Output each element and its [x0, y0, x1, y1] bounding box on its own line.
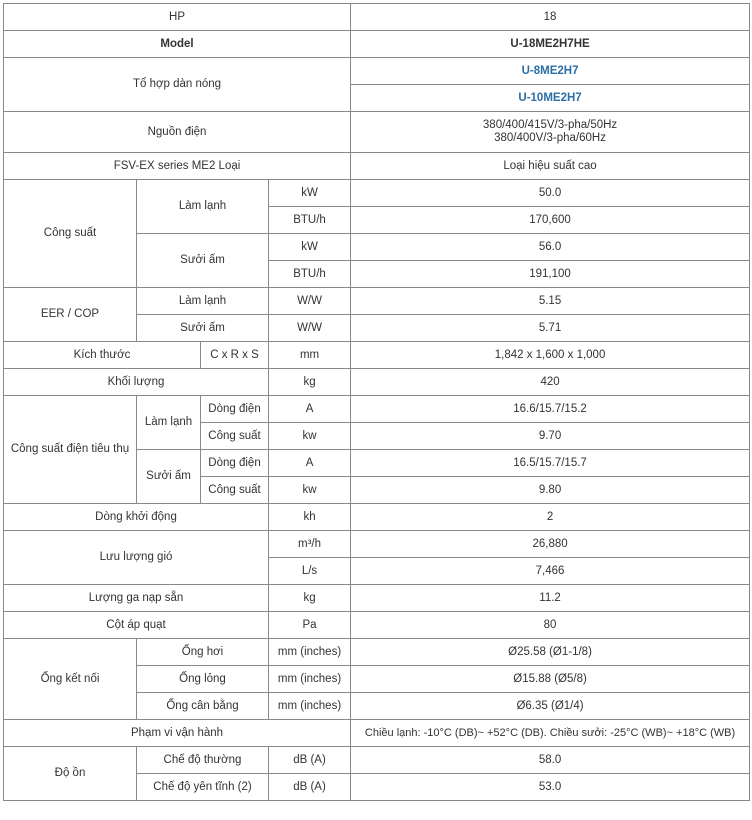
value-cell: Ø15.88 (Ø5/8) — [351, 666, 750, 693]
table-row — [4, 747, 750, 774]
table-row — [4, 4, 750, 31]
capacity-cooling-label: Làm lạnh — [137, 180, 269, 234]
piping-label: Ống kết nối — [4, 639, 137, 720]
value-cell: 170,600 — [351, 207, 750, 234]
table-row — [4, 153, 750, 180]
power-heating-label: Sưởi ấm — [137, 450, 201, 504]
unit-cell: mm (inches) — [269, 693, 351, 720]
capacity-label: Công suất — [4, 180, 137, 288]
unit-cell: W/W — [269, 288, 351, 315]
unit-cell: kg — [269, 585, 351, 612]
refrigerant-label: Lượng ga nạp sẵn — [4, 585, 269, 612]
value-cell: 7,466 — [351, 558, 750, 585]
table-row — [4, 342, 750, 369]
value-cell: 9.70 — [351, 423, 750, 450]
eer-cooling-label: Làm lạnh — [137, 288, 269, 315]
value-cell: Ø25.58 (Ø1-1/8) — [351, 639, 750, 666]
value-cell: 58.0 — [351, 747, 750, 774]
unit-cell: m³/h — [269, 531, 351, 558]
combo-unit-link[interactable]: U-8ME2H7 — [351, 58, 750, 85]
combo-unit-link[interactable]: U-10ME2H7 — [351, 85, 750, 112]
value-cell: 2 — [351, 504, 750, 531]
table-row — [4, 112, 750, 153]
table-row — [4, 612, 750, 639]
value-cell: 5.71 — [351, 315, 750, 342]
sub-label-cell: Công suất — [201, 423, 269, 450]
table-row — [4, 504, 750, 531]
spec-table — [3, 3, 750, 801]
value-cell: Ø6.35 (Ø1/4) — [351, 693, 750, 720]
value-cell: 16.5/15.7/15.7 — [351, 450, 750, 477]
fan-pressure-label: Cột áp quạt — [4, 612, 269, 639]
value-cell: 16.6/15.7/15.2 — [351, 396, 750, 423]
value-cell: 9.80 — [351, 477, 750, 504]
hp-value: 18 — [351, 4, 750, 31]
power-source-line: 380/400/415V/3-pha/50Hz — [482, 119, 618, 131]
value-cell: 5.15 — [351, 288, 750, 315]
eer-label: EER / COP — [4, 288, 137, 342]
power-source-line: 380/400V/3-pha/60Hz — [494, 132, 606, 144]
noise-quiet-label: Chế độ yên tĩnh (2) — [137, 774, 269, 801]
unit-cell: kW — [269, 180, 351, 207]
table-row — [4, 288, 750, 315]
table-row — [4, 531, 750, 558]
starting-current-label: Dòng khởi động — [4, 504, 269, 531]
value-cell: 1,842 x 1,600 x 1,000 — [351, 342, 750, 369]
operating-range-value: Chiều lạnh: -10°C (DB)~ +52°C (DB). Chiều sưởi: -25°C (WB)~ +18°C (WB) — [351, 720, 750, 747]
unit-cell: A — [269, 396, 351, 423]
value-cell: 56.0 — [351, 234, 750, 261]
model-label: Model — [4, 31, 351, 58]
eer-heating-label: Sưởi ấm — [137, 315, 269, 342]
noise-label: Độ ồn — [4, 747, 137, 801]
unit-cell: mm (inches) — [269, 639, 351, 666]
value-cell: 420 — [351, 369, 750, 396]
unit-cell: W/W — [269, 315, 351, 342]
unit-cell: kg — [269, 369, 351, 396]
power-consumption-label: Công suất điện tiêu thụ — [4, 396, 137, 504]
series-label: FSV-EX series ME2 Loại — [4, 153, 351, 180]
table-row — [4, 720, 750, 747]
unit-cell: A — [269, 450, 351, 477]
table-row — [4, 585, 750, 612]
power-source-value — [351, 112, 750, 153]
sub-label-cell: Công suất — [201, 477, 269, 504]
value-cell: 11.2 — [351, 585, 750, 612]
unit-cell: dB (A) — [269, 747, 351, 774]
piping-sub-label: Ống hơi — [137, 639, 269, 666]
weight-label: Khối lượng — [4, 369, 269, 396]
unit-cell: Pa — [269, 612, 351, 639]
sub-label-cell: Dòng điện — [201, 396, 269, 423]
combo-label: Tổ hợp dàn nóng — [4, 58, 351, 112]
sub-label-cell: Dòng điện — [201, 450, 269, 477]
unit-cell: BTU/h — [269, 207, 351, 234]
table-row — [4, 369, 750, 396]
value-cell: 80 — [351, 612, 750, 639]
unit-cell: kw — [269, 423, 351, 450]
unit-cell: kh — [269, 504, 351, 531]
piping-sub-label: Ống lỏng — [137, 666, 269, 693]
unit-cell: mm — [269, 342, 351, 369]
unit-cell: L/s — [269, 558, 351, 585]
value-cell: 191,100 — [351, 261, 750, 288]
value-cell: 50.0 — [351, 180, 750, 207]
table-row — [4, 639, 750, 666]
unit-cell: mm (inches) — [269, 666, 351, 693]
value-cell: 26,880 — [351, 531, 750, 558]
piping-sub-label: Ống cân bằng — [137, 693, 269, 720]
series-value: Loại hiệu suất cao — [351, 153, 750, 180]
power-cooling-label: Làm lạnh — [137, 396, 201, 450]
dimensions-sub: C x R x S — [201, 342, 269, 369]
table-row — [4, 396, 750, 423]
power-source-label: Nguồn điện — [4, 112, 351, 153]
table-row — [4, 180, 750, 207]
table-row — [4, 31, 750, 58]
hp-label: HP — [4, 4, 351, 31]
unit-cell: kW — [269, 234, 351, 261]
unit-cell: dB (A) — [269, 774, 351, 801]
unit-cell: BTU/h — [269, 261, 351, 288]
noise-normal-label: Chế độ thường — [137, 747, 269, 774]
value-cell: 53.0 — [351, 774, 750, 801]
capacity-heating-label: Sưởi ấm — [137, 234, 269, 288]
dimensions-label: Kích thước — [4, 342, 201, 369]
table-row — [4, 58, 750, 85]
airflow-label: Lưu lượng gió — [4, 531, 269, 585]
unit-cell: kw — [269, 477, 351, 504]
operating-range-label: Phạm vi vận hành — [4, 720, 351, 747]
model-value: U-18ME2H7HE — [351, 31, 750, 58]
